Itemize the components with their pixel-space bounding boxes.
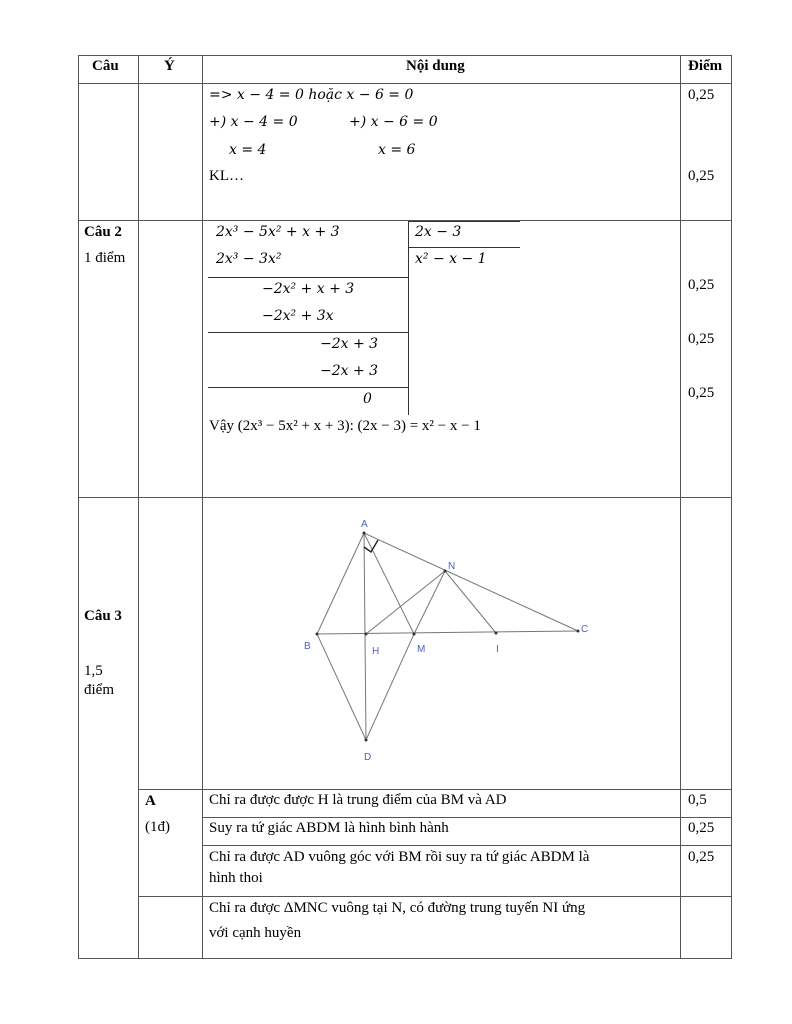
segment-AC [364,533,578,631]
division-step1: 2x³ − 3x² [216,251,282,267]
label-D: D [364,752,372,763]
part-item-1-score: 0,5 [688,792,707,808]
header-cau: Câu [92,58,119,74]
division-quotient: x² − x − 1 [415,251,487,267]
segment-BD [317,634,366,740]
point-B [316,633,319,636]
row2-cau: Câu 2 [84,224,122,240]
label-H: H [372,646,380,657]
row2-diem: 1 điểm [84,250,126,266]
segment-AM [364,533,414,634]
header-y: Ý [164,58,175,74]
part-points: (1đ) [145,819,170,835]
division-step3: −2x + 3 [320,363,379,379]
part-item-3-line2: hình thoi [209,870,263,886]
division-divisor: 2x − 3 [415,224,462,240]
row1-score2: 0,25 [688,168,715,184]
division-remainder-1: −2x² + x + 3 [262,281,355,297]
header-diem: Điểm [688,58,723,74]
segment-BC [317,631,578,634]
row1-line3b: x = 6 [378,142,416,158]
part-item-2-score: 0,25 [688,820,715,836]
row2-conclusion: Vậy (2x³ − 5x² + x + 3): (2x − 3) = x² − x − 1 [209,418,481,434]
label-M: M [417,644,426,655]
division-remainder-3: 0 [363,391,372,407]
point-M [413,633,416,636]
row1-line2a: +) x − 4 = 0 [209,114,298,130]
part-item-1: Chỉ ra được được H là trung điểm của BM và AD [209,792,507,808]
segment-AD [364,533,366,740]
row1-line2b: +) x − 6 = 0 [349,114,438,130]
row2-score-1: 0,25 [688,277,715,293]
part-item-3-score: 0,25 [688,849,715,865]
point-N [444,570,447,573]
label-I: I [496,644,499,655]
row1-line3a: x = 4 [229,142,267,158]
point-I [495,632,498,635]
point-A [363,532,366,535]
row2-score-3: 0,25 [688,385,715,401]
division-step2: −2x² + 3x [262,308,334,324]
division-remainder-2: −2x + 3 [320,336,379,352]
segment-AB [317,533,364,634]
point-H [365,633,368,636]
label-N: N [448,561,456,572]
part-item-2: Suy ra tứ giác ABDM là hình bình hành [209,820,449,836]
row3-cau: Câu 3 [84,608,122,624]
row3-diem-unit: điểm [84,682,114,698]
row1-line4: KL… [209,168,244,184]
part-label: A [145,793,156,809]
segment-MN [414,571,445,634]
point-C [577,630,580,633]
part-item-3-line1: Chỉ ra được AD vuông góc với BM rồi suy ra tứ giác ABDM là [209,849,590,865]
row1-score1: 0,25 [688,87,715,103]
header-noidung: Nội dung [406,58,465,74]
row3-diem-value: 1,5 [84,663,103,679]
right-angle-mark [364,540,378,552]
row2-score-2: 0,25 [688,331,715,347]
segment-NI [445,571,496,633]
row1-line1: => x − 4 = 0 hoặc x − 6 = 0 [209,87,414,103]
label-C: C [581,624,589,635]
point-D [365,739,368,742]
label-B: B [304,641,311,652]
last-item-line2: với cạnh huyền [209,925,302,941]
segment-HN [366,571,445,634]
label-A: A [361,519,368,530]
last-item-line1: Chỉ ra được ΔMNC vuông tại N, có đường trung tuyến NI ứng [209,900,586,916]
division-dividend: 2x³ − 5x² + x + 3 [216,224,340,240]
